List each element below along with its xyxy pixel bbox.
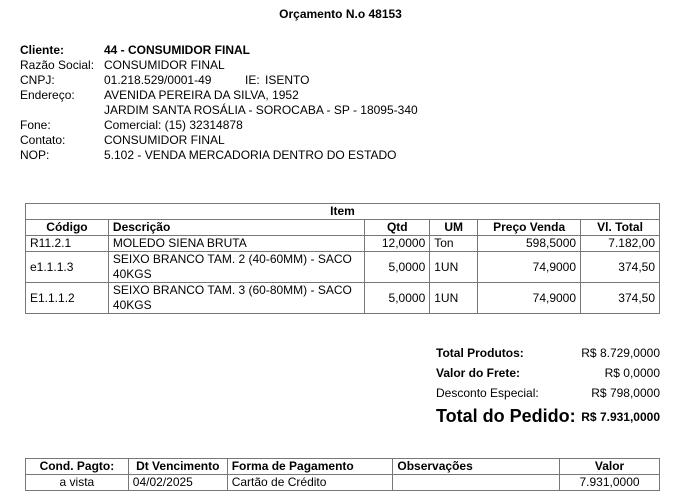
client-name: 44 - CONSUMIDOR FINAL (104, 43, 251, 57)
col-forma: Forma de Pagamento (227, 459, 393, 475)
label: Contato: (20, 133, 66, 147)
cell: Cartão de Crédito (227, 475, 393, 491)
col-qtd: Qtd (365, 220, 430, 236)
value: R$ 0,0000 (604, 366, 660, 380)
cell: 5,0000 (365, 283, 430, 314)
label: Fone: (20, 118, 51, 132)
cell: SEIXO BRANCO TAM. 2 (40-60MM) - SACO 40KGS (108, 252, 364, 283)
cell: Ton (430, 236, 478, 252)
value: CONSUMIDOR FINAL (104, 133, 225, 147)
endereco-row (20, 88, 620, 103)
cnpj-row (20, 73, 620, 88)
label: Razão Social: (20, 58, 95, 72)
value: Comercial: (15) 32314878 (104, 118, 243, 132)
total-produtos (436, 346, 660, 360)
contato-row (20, 133, 620, 148)
value: AVENIDA PEREIRA DA SILVA, 1952 (104, 88, 299, 102)
label: Endereço: (20, 88, 75, 102)
col-vencimento: Dt Vencimento (128, 459, 227, 475)
valor-frete (436, 366, 660, 380)
cell: 5,0000 (365, 252, 430, 283)
ie-label: IE: (245, 73, 260, 87)
col-descricao: Descrição (108, 220, 364, 236)
cell: a vista (26, 475, 129, 491)
total-pedido (436, 406, 660, 427)
label: CNPJ: (20, 73, 55, 87)
cell (393, 475, 560, 491)
table-row (26, 283, 660, 314)
cell: MOLEDO SIENA BRUTA (108, 236, 364, 252)
value: R$ 798,0000 (591, 386, 660, 400)
col-obs: Observações (393, 459, 560, 475)
endereco-row-2 (20, 103, 620, 118)
table-row (26, 236, 660, 252)
razao-row (20, 58, 620, 73)
cell: 7.931,0000 (560, 475, 660, 491)
cell: 374,50 (581, 283, 660, 314)
value: 01.218.529/0001-49 (104, 73, 212, 87)
value: JARDIM SANTA ROSÁLIA - SOROCABA - SP - 18095-340 (104, 103, 418, 117)
cell: R11.2.1 (26, 236, 109, 252)
items-caption: Item (26, 204, 660, 220)
value: R$ 8.729,0000 (581, 346, 660, 360)
label: Cliente: (20, 43, 65, 57)
label: NOP: (20, 148, 50, 162)
value: 5.102 - VENDA MERCADORIA DENTRO DO ESTADO (104, 148, 397, 162)
payment-table (25, 458, 660, 491)
label: Desconto Especial: (436, 386, 539, 400)
col-cond: Cond. Pagto: (26, 459, 129, 475)
ie-value: ISENTO (265, 73, 310, 87)
cell: 374,50 (581, 252, 660, 283)
table-row (26, 475, 660, 491)
client-row (20, 43, 620, 58)
desconto-especial (436, 386, 660, 400)
col-valor: Valor (560, 459, 660, 475)
page-title: Orçamento N.o 48153 (279, 7, 402, 21)
cell: 1UN (430, 252, 478, 283)
fone-row (20, 118, 620, 133)
table-row (26, 252, 660, 283)
items-table (25, 203, 660, 314)
nop-row (20, 148, 620, 163)
col-um: UM (430, 220, 478, 236)
cell: 74,9000 (478, 283, 581, 314)
value: CONSUMIDOR FINAL (104, 58, 225, 72)
cell: 1UN (430, 283, 478, 314)
cell: SEIXO BRANCO TAM. 3 (60-80MM) - SACO 40KGS (108, 283, 364, 314)
cell: 598,5000 (478, 236, 581, 252)
label: Total Produtos: (436, 346, 524, 360)
col-codigo: Código (26, 220, 109, 236)
cell: E1.1.1.2 (26, 283, 109, 314)
cell: e1.1.1.3 (26, 252, 109, 283)
cell: 04/02/2025 (128, 475, 227, 491)
value: R$ 7.931,0000 (581, 410, 660, 424)
col-preco: Preço Venda (478, 220, 581, 236)
label: Total do Pedido: (436, 406, 576, 426)
cell: 74,9000 (478, 252, 581, 283)
cell: 7.182,00 (581, 236, 660, 252)
label: Valor do Frete: (436, 366, 521, 380)
col-total: Vl. Total (581, 220, 660, 236)
cell: 12,0000 (365, 236, 430, 252)
